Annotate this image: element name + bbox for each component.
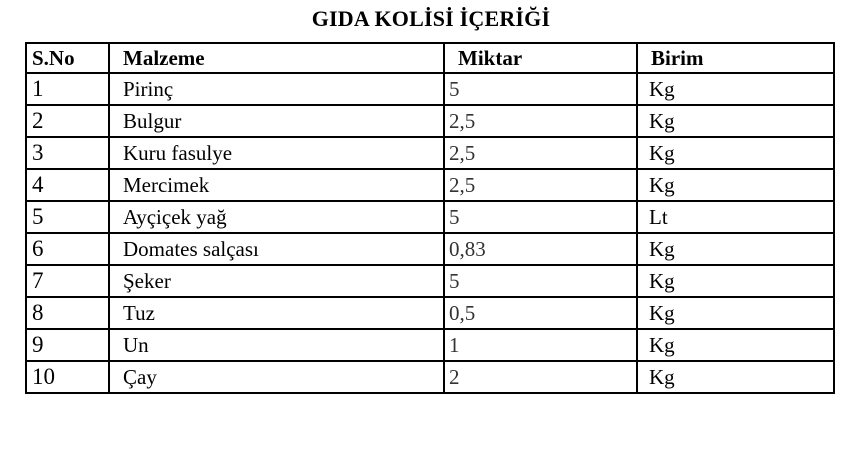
- cell-sno: 5: [26, 201, 109, 233]
- cell-malzeme: Kuru fasulye: [109, 137, 444, 169]
- cell-miktar: 0,5: [444, 297, 637, 329]
- page-title: GIDA KOLİSİ İÇERİĞİ: [311, 6, 551, 31]
- cell-malzeme: Çay: [109, 361, 444, 393]
- cell-sno: 2: [26, 105, 109, 137]
- cell-birim: Kg: [637, 329, 834, 361]
- cell-sno: 6: [26, 233, 109, 265]
- table-row: [26, 329, 834, 361]
- cell-sno: 10: [26, 361, 109, 393]
- cell-miktar: 2,5: [444, 169, 637, 201]
- cell-miktar: 1: [444, 329, 637, 361]
- cell-sno: 8: [26, 297, 109, 329]
- cell-birim: Lt: [637, 201, 834, 233]
- cell-birim: Kg: [637, 361, 834, 393]
- food-package-table: [25, 42, 835, 394]
- cell-malzeme: Şeker: [109, 265, 444, 297]
- table-row: [26, 265, 834, 297]
- table-row: [26, 233, 834, 265]
- cell-birim: Kg: [637, 105, 834, 137]
- table-row: [26, 105, 834, 137]
- cell-malzeme: Pirinç: [109, 73, 444, 105]
- cell-miktar: 2: [444, 361, 637, 393]
- cell-malzeme: Un: [109, 329, 444, 361]
- cell-birim: Kg: [637, 169, 834, 201]
- column-header-malzeme: Malzeme: [109, 43, 444, 73]
- cell-miktar: 2,5: [444, 137, 637, 169]
- column-header-miktar: Miktar: [444, 43, 637, 73]
- cell-sno: 1: [26, 73, 109, 105]
- cell-miktar: 5: [444, 73, 637, 105]
- cell-birim: Kg: [637, 233, 834, 265]
- cell-malzeme: Ayçiçek yağ: [109, 201, 444, 233]
- column-header-birim: Birim: [637, 43, 834, 73]
- cell-miktar: 5: [444, 201, 637, 233]
- table-row: [26, 137, 834, 169]
- cell-birim: Kg: [637, 265, 834, 297]
- cell-sno: 9: [26, 329, 109, 361]
- cell-birim: Kg: [637, 73, 834, 105]
- cell-sno: 3: [26, 137, 109, 169]
- cell-malzeme: Tuz: [109, 297, 444, 329]
- cell-miktar: 2,5: [444, 105, 637, 137]
- table-row: [26, 169, 834, 201]
- table-row: [26, 73, 834, 105]
- column-header-sno: S.No: [26, 43, 109, 73]
- table-row: [26, 361, 834, 393]
- cell-malzeme: Mercimek: [109, 169, 444, 201]
- cell-malzeme: Domates salçası: [109, 233, 444, 265]
- cell-birim: Kg: [637, 297, 834, 329]
- cell-malzeme: Bulgur: [109, 105, 444, 137]
- cell-birim: Kg: [637, 137, 834, 169]
- table-row: [26, 297, 834, 329]
- table-row: [26, 201, 834, 233]
- cell-sno: 4: [26, 169, 109, 201]
- table-header-row: [26, 43, 834, 73]
- cell-miktar: 0,83: [444, 233, 637, 265]
- cell-sno: 7: [26, 265, 109, 297]
- cell-miktar: 5: [444, 265, 637, 297]
